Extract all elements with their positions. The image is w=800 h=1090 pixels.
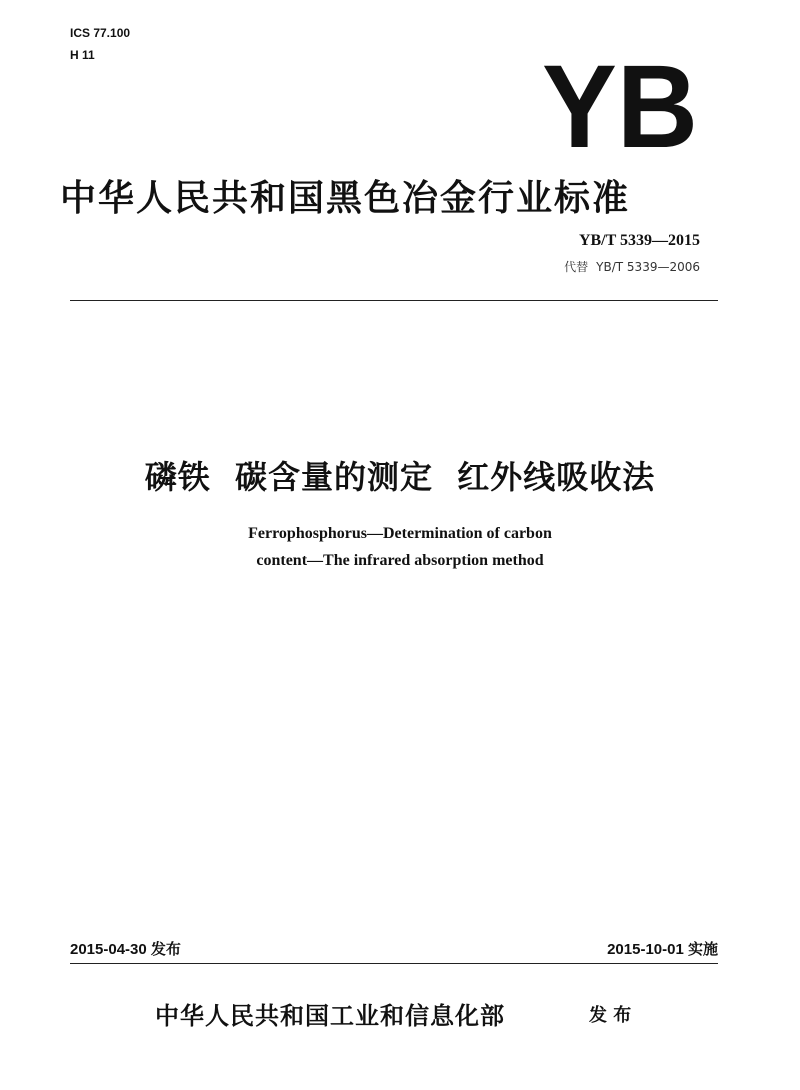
ics-code: ICS 77.100	[70, 26, 131, 40]
replaces-line	[564, 258, 700, 275]
top-divider	[70, 300, 718, 301]
issuing-authority: 中华人民共和国工业和信息化部	[155, 1001, 505, 1030]
implement-date: 2015-10-01 实施	[607, 941, 718, 958]
title-english-line1: Ferrophosphorus—Determination of carbon	[248, 525, 552, 542]
replaces-label: 代替	[564, 260, 589, 274]
publish-date: 2015-04-30 发布	[70, 941, 181, 958]
logo-text: YB	[542, 60, 698, 152]
title-english-line2: content—The infrared absorption method	[256, 552, 544, 569]
bottom-divider	[70, 963, 718, 964]
ccs-code: H 11	[70, 48, 95, 62]
standard-number: YB/T 5339—2015	[578, 232, 700, 249]
yb-logo	[540, 60, 700, 152]
title-chinese: 磷铁 碳含量的测定 红外线吸收法	[144, 458, 656, 496]
title-english	[0, 520, 800, 574]
issue-label: 发 布	[589, 1005, 632, 1026]
industry-standard-name: 中华人民共和国黑色冶金行业标准	[60, 178, 631, 219]
replaces-number: YB/T 5339—2006	[596, 260, 700, 274]
